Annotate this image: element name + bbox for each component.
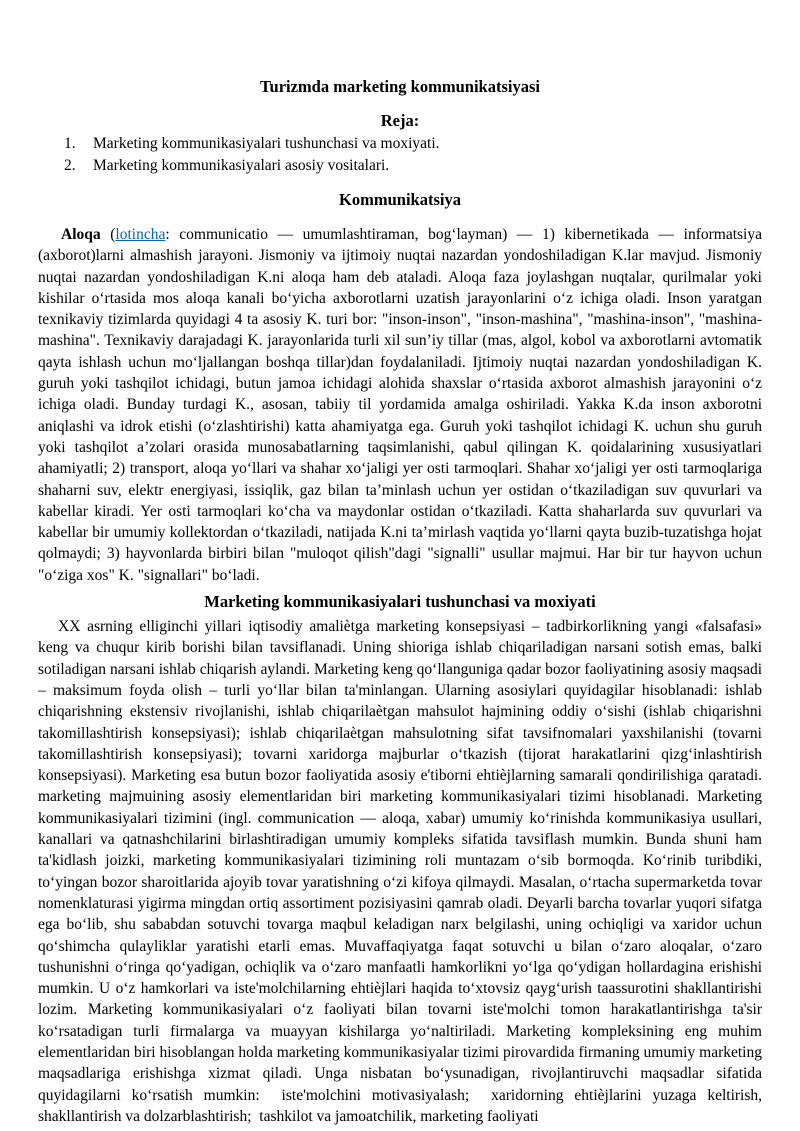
marketing-paragraph: XX asrning elliginchi yillari iqtisodiy amaliètga marketing konsepsiyasi – tadbirkorlikning yangi «falsafasi» keng va chuqur kirib borishi bilan tavsiflanadi. Uning shioriga ishlab chiqariladigan narsani sotish emas, balki sotiladigan narsani ishlab chiqarish aylandi. Marketing keng qoʻllanguniga qadar bozor faoliyatining asosiy maqsadi – maksimum foyda olish – turli yoʻllar bilan ta'minlangan. Ularning asosiylari quyidagilar hisoblanadi: ishlab chiqarishning ekstensiv rivojlanishi, ishlab chiqarilaètgan mahsulot hajmining oddiy oʻsishi (ishlab chiqarishni takomillashtirish konsepsiyasi); ishlab chiqarilaètgan mahsulotning sifat tavsifnomalari yaxshilanishi (tovarni takomillashtirish konsepsiyasi); tovarni xaridorga majburlar oʻtkazish (tijorat harakatlarini qizgʻinlashtirish konsepsiyasi). Marketing esa butun bozor faoliyatida asosiy e'tiborni ehtièjlarning samarali qondirilishiga qaratadi. marketing majmuining asosiy elementlaridan biri marketing kommunikasiyalari tizimi hisoblanadi. Marketing kommunikasiyalari tizimini (ingl. communication — aloqa, xabar) umumiy koʻrinishda kommunikasiya usullari, kanallari va qatnashchilarini birlashtiradigan umumiy kompleks sifatida tavsiflash mumkin. Bunda shuni ham ta'kidlash joizki, marketing kommunikasiyalari tizimining roli muntazam oʻsib bormoqda. Koʻrinib turibdiki, toʻyingan bozor sharoitlarida ajoyib tovar yaratishning oʻzi kifoya qilmaydi. Masalan, oʻrtacha supermarketda tovar nomenklaturasi yigirma mingdan ortiq assortiment pozisiyasini qamrab oladi. Deyarli barcha tovarlar yuqori sifatga ega boʻlib, shu sababdan sotuvchi tovarga maqbul keladigan narx belgilashi, uning ochiqligi va xaridor uchun qoʻshimcha qulayliklar yaratishi etarli emas. Muvaffaqiyatga faqat sotuvchi u bilan oʻzaro aloqalar, oʻzaro tushunishni oʻringa qoʻyadigan, ochiqlik va oʻzaro manfaatli hamkorlikni yoʻlga qoʻydigan hollardagina erishishi mumkin. U oʻz hamkorlari va iste'molchilarning ehtièjlari haqida toʻxtovsiz qaygʻurish taassurotini shakllantirishi lozim. Marketing kommunikasiyalari oʻz faoliyati bilan tovarni iste'molchi tomon harakatlantirishga ta'sir koʻrsatadigan turli firmalarga va muayyan kishilarga yoʻnaltiriladi. Marketing kompleksining eng muhim elementlaridan biri hisoblangan holda marketing kommunikasiyalar tizimi pirovardida firmaning umumiy marketing maqsadlariga erishishga xizmat qiladi. Unga nisbatan boʻysunadigan, rivojlantiruvchi maqsadlar sifatida quyidagilarni koʻrsatish mumkin: iste'molchini motivasiyalash; xaridorning ehtièjlarini yuzaga keltirish, shakllantirish va dolzarblashtirish; tashkilot va jamoatchilik, marketing faoliyati <box>38 618 762 1125</box>
communication-paragraph <box>38 224 762 586</box>
list-item-number: 1. <box>64 135 76 152</box>
page-title: Turizmda marketing kommunikatsiyasi <box>260 77 540 96</box>
section-heading-marketing: Marketing kommunikasiyalari tushunchasi va moxiyati <box>204 592 596 612</box>
communication-paragraph-text: : communicatio — umumlashtiraman, bogʻlayman) — 1) kibernetikada — informatsiya (axborot)larni almashish jarayoni. Jismoniy va ijtimoiy nuqtai nazardan yondoshiladigan K.lar mavjud. Jismoniy nuqtai nazardan yondoshiladigan K.ni aloqa ham deb ataladi. Aloqa faza joylashgan nuqtalar, qurilmalar yoki kishilar oʻrtasida mos aloqa kanali boʻyicha axborotlarni uzatish jarayonlarini oʻz ichiga oladi. Inson yaratgan texnikaviy tizimlarda quyidagi 4 ta asosiy K. turi bor: "inson-inson", "inson-mashina", "mashina-inson", "mashina-mashina". Texnikaviy darajadagi K. jarayonlarida turli xil sun’iy tillar (mas, algol, kobol va axborotlarni avtomatik qayta ishlash uchun moʻljallangan boshqa tillar)dan foydalaniladi. Ijtimoiy nuqtai nazardan yondoshiladigan K. guruh yoki tashqilot ichidagi, butun jamoa ichidagi alohida shaxslar oʻrtasida axborot almashish jarayonini oʻz ichiga oladi. Bunday turdagi K., asosan, tabiiy til yordamida amalga oshiriladi. Yakka K.da inson axborotni aniqlashi va idrok etishi (oʻzlashtirishi) katta ahamiyatga ega. Guruh yoki tashqilot ichidagi K. uchun shu guruh yoki tashqilot a’zolari orasida munosabatlarning taqsimlanishi, qabul qilingan K. qoidalarining xususiyatlari ahamiyatli; 2) transport, aloqa yoʻllari va shahar xoʻjaligi yer osti tarmoqlari. Shahar xoʻjaligi yer osti tarmoqlariga shaharni suv, elektr energiyasi, issiqlik, gaz bilan ta’minlash uchun yer ostidan oʻtkaziladigan suv quvurlari va kabellar kiradi. Yer osti tarmoqlari koʻcha va maydonlar ostidan oʻtkaziladi. Katta shaharlarda suv quvurlari va kabellar bir umumiy kollektordan oʻtkaziladi, natijada K.ni ta’mirlash vaqtida yoʻllarni qayta buzib-tuzatishga hojat qolmaydi; 3) hayvonlarda birbiri bilan "muloqot qilish"dagi "signalli" usullar majmui. Har bir tur hayvon uchun "oʻziga xos" K. "signallari" boʻladi. <box>38 226 762 584</box>
list-item-number: 2. <box>64 156 76 174</box>
pre-link-text: ( <box>100 226 116 243</box>
list-item <box>38 155 762 177</box>
section-heading-kommunikatsiya: Kommunikatsiya <box>339 190 461 209</box>
list-item-text: Marketing kommunikasiyalari tushunchasi va moxiyati. <box>93 135 440 152</box>
lotincha-link[interactable]: lotincha <box>115 226 166 243</box>
paragraph-lead-bold: Aloqa <box>61 226 101 243</box>
plan-heading: Reja: <box>380 111 420 130</box>
plan-list <box>38 133 762 176</box>
list-item <box>38 133 762 155</box>
list-item-text: Marketing kommunikasiyalari asosiy vositalari. <box>93 156 390 174</box>
